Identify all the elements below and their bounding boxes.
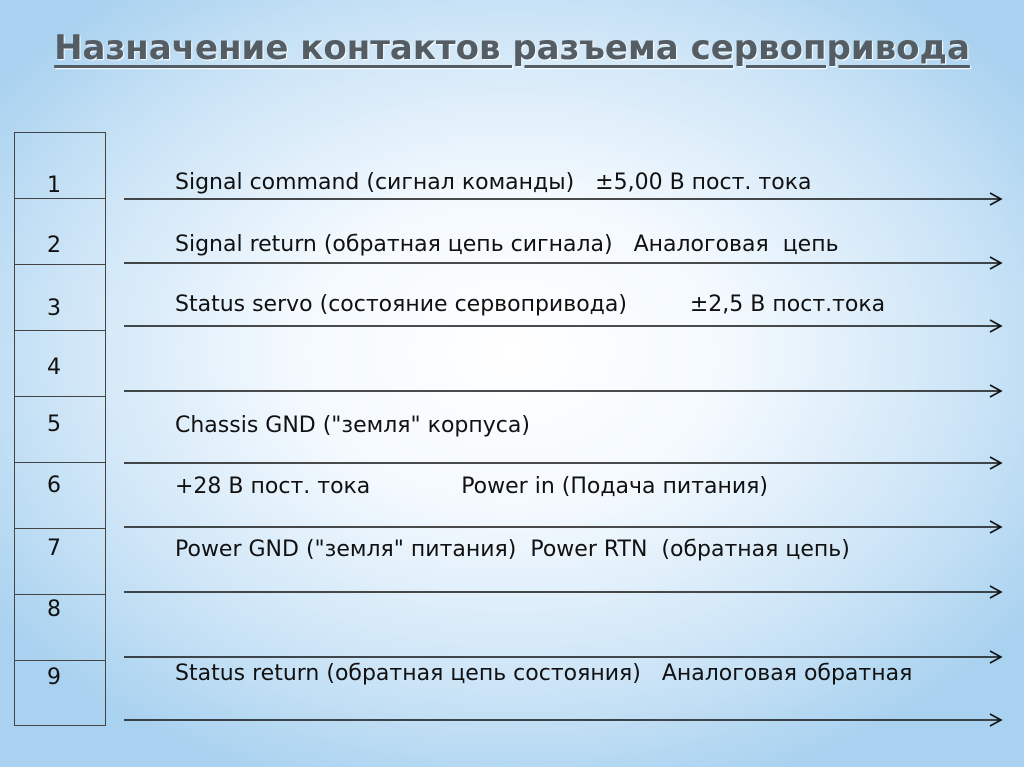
wire-arrow [124,256,1004,270]
wire-arrow [124,192,1004,206]
pin-cell [15,661,105,727]
pin-column [14,132,106,726]
wire-arrow [124,456,1004,470]
pin-description: +28 В пост. тока Power in (Подача питания) [175,474,768,499]
wire-arrow [124,585,1004,599]
pin-cell [15,265,105,331]
pin-number: 3 [47,296,61,321]
pin-description: Power GND ("земля" питания) Power RTN (обратная цепь) [175,537,850,562]
page-title: Назначение контактов разъема сервопривода [54,28,970,68]
pin-description: Status servo (состояние сервопривода) ±2,5 В пост.тока [175,292,886,317]
pin-number: 5 [47,412,61,437]
pin-description: Chassis GND ("земля" корпуса) [175,413,530,438]
wire-arrow [124,713,1004,727]
pin-description: Status return (обратная цепь состояния) Аналоговая обратная [175,661,913,686]
wire-arrow [124,520,1004,534]
pin-number: 4 [47,355,61,380]
pin-description: Signal command (сигнал команды) ±5,00 В пост. тока [175,170,812,195]
pin-cell [15,595,105,661]
pin-cell [15,133,105,199]
pin-number: 6 [47,473,61,498]
pin-cell [15,463,105,529]
pin-number: 1 [47,173,61,198]
pin-cell [15,199,105,265]
wire-arrow [124,650,1004,664]
wire-arrow [124,319,1004,333]
pin-cell [15,529,105,595]
pin-cell [15,331,105,397]
pin-number: 7 [47,536,61,561]
pin-cell [15,397,105,463]
wire-arrow [124,384,1004,398]
pin-number: 9 [47,665,61,690]
pin-description: Signal return (обратная цепь сигнала) Аналоговая цепь [175,232,839,257]
pin-number: 8 [47,597,61,622]
pin-number: 2 [47,233,61,258]
